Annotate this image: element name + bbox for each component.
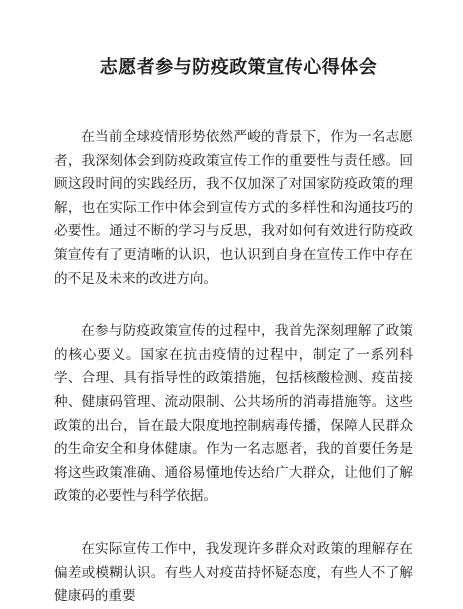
paragraph-2: 在参与防疫政策宣传的过程中，我首先深刻理解了政策的核心要义。国家在抗击疫情的过程中，制定了一系列科学、合理、具有指导性的政策措施，包括核酸检测、疫苗接种、健康码管理、流动限制、公共场所的消毒措施等。这些政策的出台，旨在最大限度地控制病毒传播，保障人民群众的生命安全和身体健康。作为一名志愿者，我的首要任务是将这些政策准确、通俗易懂地传达给广大群众，让他们了解政策的必要性与科学依据。	[54, 323, 413, 505]
document-title: 志愿者参与防疫政策宣传心得体会	[99, 57, 378, 78]
paragraph-3: 在实际宣传工作中，我发现许多群众对政策的理解存在偏差或模糊认识。有些人对疫苗持怀疑态度，有些人不了解健康码的重要	[54, 540, 413, 605]
paragraph-1: 在当前全球疫情形势依然严峻的背景下，作为一名志愿者，我深刻体会到防疫政策宣传工作的重要性与责任感。回顾这段时间的实践经历，我不仅加深了对国家防疫政策的理解，也在实际工作中体会到宣传方式的多样性和沟通技巧的必要性。通过不断的学习与反思，我对如何有效进行防疫政策宣传有了更清晰的认识，也认识到自身在宣传工作中存在的不足及未来的改进方向。	[54, 129, 413, 287]
